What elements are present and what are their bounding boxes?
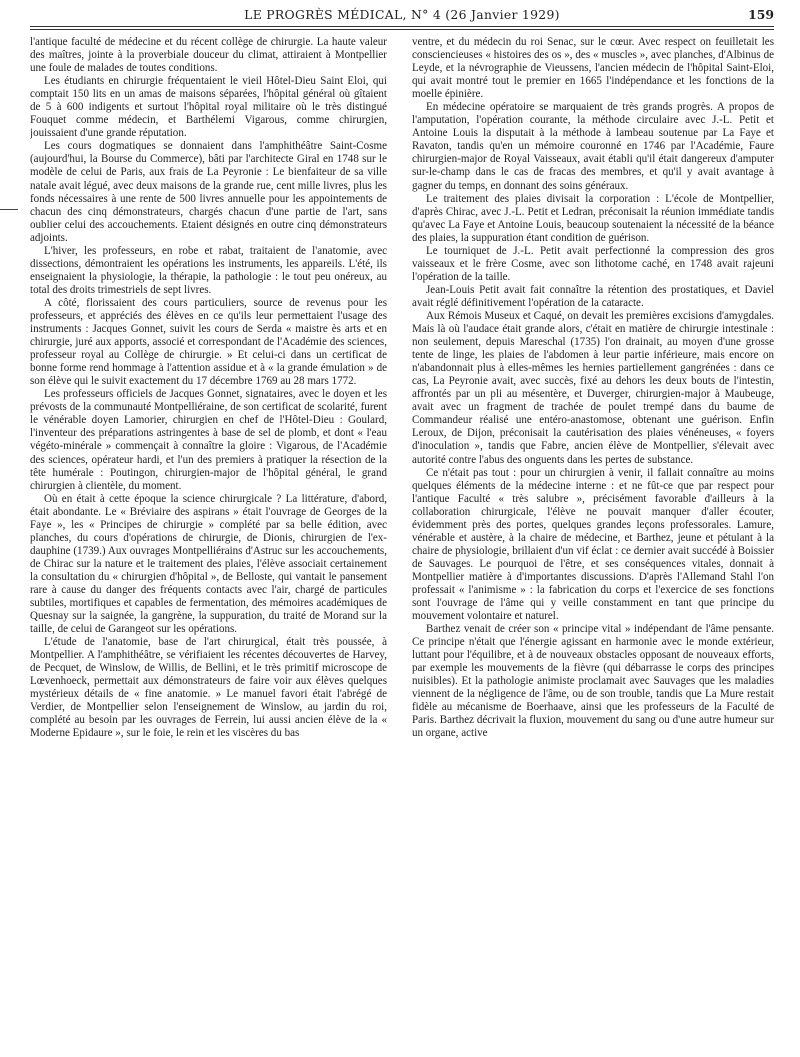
header-rule (30, 26, 774, 27)
journal-title: LE PROGRÈS MÉDICAL, N° 4 (26 Janvier 1929) (244, 7, 560, 22)
paragraph: ventre, et du médecin du roi Senac, sur le cœur. Avec respect on feuilletait les consciencieuses « histoires des os », des « muscles », avec planches, d'Albinus de Leyde, et la névrographie de Vieussens, l'ancien médecin de l'hôpital Saint-Eloi, qui avait montré tout le premier en 1665 l'indépendance et les fonctions de la moelle épinière. (412, 36, 774, 101)
paragraph: Les cours dogmatiques se donnaient dans l'amphithéâtre Saint-Cosme (aujourd'hui, la Bourse du Commerce), bâti par l'architecte Giral en 1748 sur le modèle de celui de Paris, aux frais de La Peyronie : Le bienfaiteur de sa ville natale avait légué, avec deux maisons de la grande rue, cent mille livres, plus les fonds nécessaires à une rente de 500 livres annuelle pour les appointements de chacun des cinq démonstrateurs, chargés chacun d'une partie de l'art, sans oublier celui des accouchements. Etaient désignés en outre cinq démonstrateurs adjoints. (30, 140, 387, 244)
right-column (412, 36, 774, 1048)
left-column (30, 36, 387, 1048)
paragraph: Jean-Louis Petit avait fait connaître la rétention des prostatiques, et Daviel avait réglé définitivement l'opération de la cataracte. (412, 283, 774, 309)
paragraph: Le tourniquet de J.-L. Petit avait perfectionné la compression des gros vaisseaux et le frère Cosme, avec son lithotome caché, en 1748 avait rajeuni l'opération de la taille. (412, 244, 774, 283)
paragraph: Aux Rémois Museux et Caqué, on devait les premières excisions d'amygdales. Mais là où l'audace était grande alors, c'était en matière de chirurgie intestinale : non seulement, depuis Mareschal (1735) l'on drainait, au moyen d'une grosse tente de linge, les plaies de l'abdomen à leur partie inférieure, mais encore on n'abandonnait plus à elles-mêmes les hernies partiellement gangrénées : dans ce cas, La Peyronie avait, avec succès, fixé au dehors les deux bouts de l'intestin, affrontés par un pli au mésentère, et Duverger, chirurgien-major à Maubeuge, avait avec un fragment de trachée de poulet trempé dans du baume de Commandeur réalisé une entéro-anastomose, obtenant une guérison. Enfin Leroux, de Dijon, préconisait la cautérisation des plaies vénéneuses, « foyers d'inoculation », tandis que Fabre, ancien élève de Montpellier, s'élevait avec autorité contre l'abus des onguents dans les pertes de substance. (412, 309, 774, 466)
paragraph: l'antique faculté de médecine et du récent collège de chirurgie. La haute valeur des maîtres, jointe à la proverbiale douceur du climat, attiraient à Montpellier une foule de malades de toutes conditions. (30, 36, 387, 75)
paragraph: Barthez venait de créer son « principe vital » indépendant de l'âme pensante. Ce principe n'était que l'énergie agissant en harmonie avec le monde extérieur, luttant pour l'équilibre, et à de nouveaux obstacles opposant de nouveaux efforts, par exemple les mouvements de la fièvre (qui débarrasse le corps des principes nuisibles). Et la pathologie animiste proclamait avec Sauvages que les maladies viennent de la négligence de l'âme, ou de son trouble, tandis que La Mure restait fidèle au mécanisme de Boerhaave, ainsi que les professeurs de la Faculté de Paris. Barthez décrivait la fluxion, mouvement du sang ou d'une autre humeur sur un organe, active (412, 623, 774, 740)
page-number: 159 (748, 7, 774, 22)
running-header (30, 4, 774, 26)
paragraph: En médecine opératoire se marquaient de très grands progrès. A propos de l'amputation, l'opération courante, la méthode circulaire avec J.-L. Petit et Antoine Louis la disputait à la méthode à lambeau soutenue par La Faye et Ravaton, tandis qu'en un mémoire couronné en 1746 par l'Académie, Faure chirurgien-major de Royal Vaisseaux, avait établi qu'il était dangereux d'amputer sur-le-champ dans le cas de fracas des membres, et qu'il y avait avantage à gagner du temps, en donnant des soins généraux. (412, 101, 774, 192)
paragraph: Ce n'était pas tout : pour un chirurgien à venir, il fallait connaître au moins quelques éléments de la médecine interne : et ne fût-ce que par respect pour l'antique Faculté « très salubre », précisément favorable d'ailleurs à la collaboration chirurgicale, l'élève ne pouvait manquer d'aller écouter, évidemment près des portes, quelques grandes leçons professorales. Lamure, vénérable et austère, à la chaire de médecine, et Barthez, jeune et pétulant à la chaire de physiologie, brillaient d'un vif éclat : ce dernier avait succédé à Boissier de Sauvages. Le pourquoi de l'être, et ses conséquences vitales, donnait à Montpellier matière à d'importantes discussions. D'après l'Allemand Stahl l'on professait « l'animisme » : la fabrication du corps et l'exercice de ses fonctions sont l'ouvrage de l'âme qui y veille constamment en tant que principe du mouvement volontaire et naturel. (412, 466, 774, 623)
paragraph: A côté, florissaient des cours particuliers, source de revenus pour les professeurs, et appréciés des élèves en ce qu'ils leur permettaient l'usage des instruments : Jacques Gonnet, suivit les cours de Serda « maistre ès arts et en chirurgie, juré aux apports, associé et correspondant de l'Académie des sciences, professeur royal au Collège de chirurgie. » Et celui-ci dans un certificat de bonne forme rend hommage à l'attention assidue et à « la grande émulation » de son élève qui le suivit exactement du 17 décembre 1769 au 28 mars 1772. (30, 296, 387, 388)
paragraph: Le traitement des plaies divisait la corporation : L'école de Montpellier, d'après Chirac, avec J.-L. Petit et Ledran, préconisait la réunion immédiate tandis qu'avec La Faye et Antoine Louis, beaucoup soutenaient la nécessité de la béance des plaies, la suppuration étant condition de guérison. (412, 192, 774, 244)
paragraph: Où en était à cette époque la science chirurgicale ? La littérature, d'abord, était abondante. Le « Bréviaire des aspirans » était l'ouvrage de Georges de la Faye », les « Principes de chirurgie » complété par sa belle édition, avec planches, du cours d'opérations de chirurgie, de Dionis, chirurgien de l'ex-dauphine (1739.) Aux ouvrages Montpelliérains d'Astruc sur les accouchements, de Chirac sur la nature et le traitement des plaies, l'élève associait certainement la consultation du « chirurgien d'hôpital », de Belloste, qui vantait le pansement rare à cause du danger des fréquents contacts avec l'air, chargé de particules subtiles, mortifiques et capables de fermentation, des mémoires académiques de Quesnay sur la saignée, la gangrène, la suppuration, du traité de Morand sur la taille, de celui de Garangeot sur les opérations. (30, 492, 387, 636)
paragraph: L'hiver, les professeurs, en robe et rabat, traitaient de l'anatomie, avec dissections, démontraient les opérations les instruments, les appareils. L'été, ils enseignaient la physiologie, la thérapie, la pathologie : le tout peu onéreux, au total des droits trimestriels de sept livres. (30, 244, 387, 296)
paragraph: L'étude de l'anatomie, base de l'art chirurgical, était très poussée, à Montpellier. A l'amphithéâtre, se vérifiaient les récentes découvertes de Harvey, de Pecquet, de Winslow, de Willis, de Bellini, et le très primitif microscope de Lœvenhoeck, permettait aux démonstrateurs de faire voir aux élèves quelques mystérieux détails de « fine anatomie. » Le manuel favori était l'abrégé de Verdier, de Montpellier selon l'enseignement de Winslow, au jardin du roi, complété au besoin par les ouvrages de Ferrein, lui aussi ancien élève de la « Moderne Epidaure », sur le foie, le rein et les viscères du bas (30, 636, 387, 740)
header-rule-double (30, 29, 774, 30)
paragraph: Les étudiants en chirurgie fréquentaient le vieil Hôtel-Dieu Saint Eloi, qui comptait 150 lits en un amas de maisons séparées, l'hôpital général où gîtaient de 5 à 600 indigents et surtout l'hôpital royal militaire où le très distingué Fouquet comme médecin, et Barthélemi Vigarous, comme chirurgien, jouissaient d'une grande réputation. (30, 75, 387, 140)
paragraph: Les professeurs officiels de Jacques Gonnet, signataires, avec le doyen et les prévosts de la communauté Montpelliéraine, de son certificat de scolarité, furent le vénérable doyen Lamorier, chirurgien en chef de l'Hôtel-Dieu : Goulard, l'inventeur des préparations astringentes à base de sel de plomb, et dont « l'eau végéto-minérale » commençait à connaître la gloire : Vigarous, de l'Académie des sciences, opérateur hardi, et l'un des premiers à pratiquer la résection de la tête humérale : Poutingon, chirurgien-major de l'hôpital général, le grand chirurgien à clientèle, du moment. (30, 388, 387, 492)
margin-mark (0, 209, 18, 210)
